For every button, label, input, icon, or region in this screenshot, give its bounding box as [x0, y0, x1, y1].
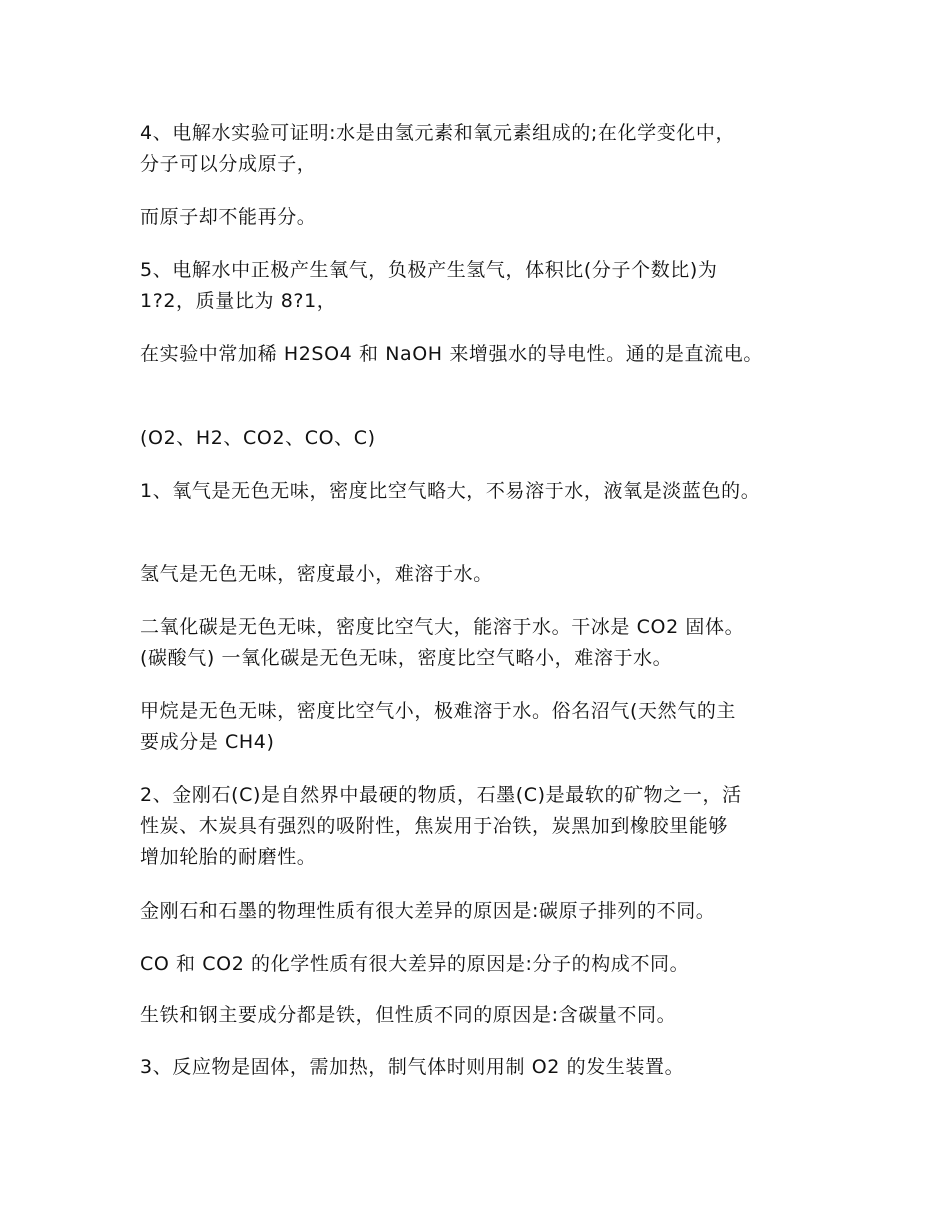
text-line: 增加轮胎的耐磨性。	[140, 846, 317, 868]
text-line: 4、电解水实验可证明:水是由氢元素和氧元素组成的;在化学变化中，	[140, 122, 736, 144]
text-line: (碳酸气) 一氧化碳是无色无味，密度比空气略小，难溶于水。	[140, 647, 673, 669]
section-heading-gases	[140, 423, 830, 454]
text-line: 要成分是 CH4)	[140, 731, 275, 753]
paragraph-hydrogen	[140, 559, 830, 590]
text-line: 氢气是无色无味，密度最小，难溶于水。	[140, 563, 493, 585]
text-line: 5、电解水中正极产生氧气，负极产生氢气，体积比(分子个数比)为	[140, 259, 718, 281]
text-line: 二氧化碳是无色无味，密度比空气大，能溶于水。干冰是 CO2 固体。	[140, 616, 745, 638]
paragraph-electrolysis-proof	[140, 118, 830, 180]
paragraph-methane	[140, 696, 830, 758]
paragraph-diamond-graphite	[140, 896, 830, 927]
paragraph-co-co2	[140, 949, 830, 980]
text-line: 甲烷是无色无味，密度比空气小，极难溶于水。俗名沼气(天然气的主	[140, 700, 737, 722]
text-line: 在实验中常加稀 H2SO4 和 NaOH 来增强水的导电性。通的是直流电。	[140, 343, 763, 365]
paragraph-electrolysis-ratio	[140, 255, 830, 317]
text-line: 而原子却不能再分。	[140, 206, 317, 228]
text-line: 分子可以分成原子，	[140, 153, 317, 175]
text-line: 3、反应物是固体，需加热，制气体时则用制 O2 的发生装置。	[140, 1056, 685, 1078]
paragraph-iron-steel	[140, 1000, 830, 1031]
text-line: 金刚石和石墨的物理性质有很大差异的原因是:碳原子排列的不同。	[140, 900, 716, 922]
paragraph-carbon-dioxide	[140, 612, 830, 674]
text-line: CO 和 CO2 的化学性质有很大差异的原因是:分子的构成不同。	[140, 953, 690, 975]
text-line: 1?2，质量比为 8?1，	[140, 290, 337, 312]
paragraph-atoms-indivisible	[140, 202, 830, 233]
paragraph-oxygen	[140, 476, 830, 507]
text-line: 2、金刚石(C)是自然界中最硬的物质，石墨(C)是最软的矿物之一，活	[140, 784, 742, 806]
paragraph-reaction-apparatus	[140, 1052, 830, 1083]
text-line: 性炭、木炭具有强烈的吸附性，焦炭用于冶铁，炭黑加到橡胶里能够	[140, 815, 729, 837]
paragraph-conductivity	[140, 339, 830, 370]
paragraph-carbon-forms	[140, 780, 830, 873]
text-line: 生铁和钢主要成分都是铁，但性质不同的原因是:含碳量不同。	[140, 1004, 677, 1026]
text-line: 1、氧气是无色无味，密度比空气略大，不易溶于水，液氧是淡蓝色的。	[140, 480, 761, 502]
text-line: (O2、H2、CO2、CO、C)	[140, 427, 376, 449]
